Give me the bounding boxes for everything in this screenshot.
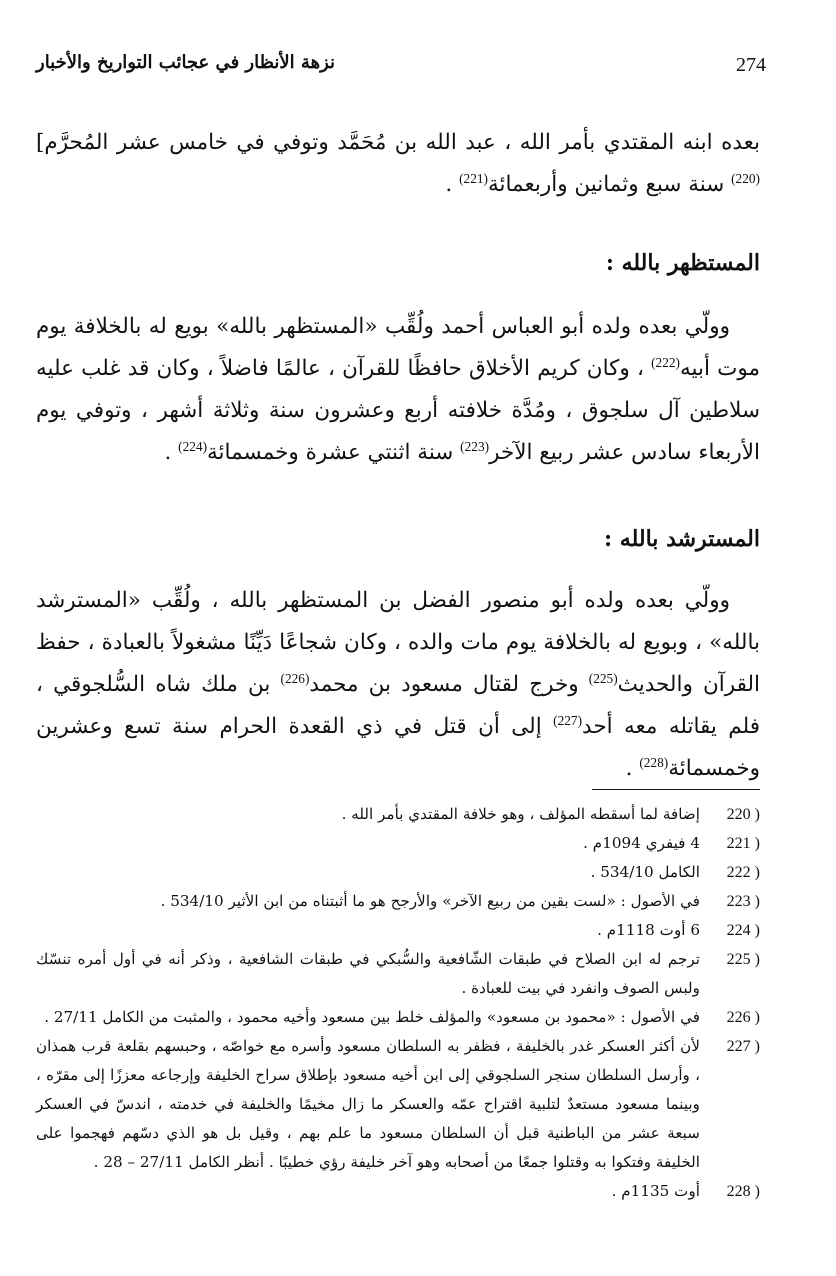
footnote-item [36,945,760,1003]
page-number: 274 [736,54,766,76]
footnote-ref: (224) [178,438,208,454]
footnote-item [36,916,760,945]
footnote-number: 225 ) [726,951,760,968]
opening-paragraph [36,122,760,206]
footnote-text: 4 فيفري 1094م . [583,834,700,852]
footnote-ref: (220) [731,170,760,186]
footnote-item [36,800,760,829]
footnote-text: 6 أوت 1118م . [597,921,700,939]
paragraph-text: إلى أن قتل في ذي القعدة الحرام سنة تسع وعشرين وخمسمائة [36,714,760,781]
running-title: نزهة الأنظار في عجائب التواريخ والأخبار [36,52,336,73]
footnote-text: في الأصول : «محمود بن مسعود» والمؤلف خلط بين مسعود وأخيه محمود ، والمثبت من الكامل 27/11 . [44,1008,700,1026]
section-heading-mustazhir [36,250,760,276]
footnote-number: 226 ) [726,1009,760,1026]
page-header [36,52,766,86]
footnote-divider [592,789,760,790]
footnote-item [36,1003,760,1032]
footnote-ref: (226) [280,670,310,686]
footnote-ref: (221) [459,170,488,186]
footnote-item [36,858,760,887]
section-heading: المستظهر بالله : [605,250,760,276]
footnote-ref: (228) [639,754,669,770]
paragraph-text: وخرج لقتال مسعود بن محمد [309,672,589,697]
footnote-text: ترجم له ابن الصلاح في طبقات الشّافعية والسُّبكي في طبقات الشافعية ، وذكر أنه في أول أمره تنسّك ولبس الصوف وانفرد في بيت للعبادة . [36,950,700,997]
paragraph-text: بعده ابنه المقتدي بأمر الله ، عبد الله بن مُحَمَّد وتوفي في خامس عشر المُحرَّم] [36,130,760,155]
footnote-text: الكامل 534/10 . [590,863,700,881]
footnote-item [36,887,760,916]
footnote-number: 227 ) [726,1038,760,1055]
paragraph-text: بن ملك شاه السُّلجوقي ، فلم يقاتله معه أحد [36,672,761,739]
footnote-text: أوت 1135م . [611,1182,700,1200]
paragraph-text: سنة اثنتي عشرة وخمسمائة [207,440,461,465]
paragraph-text: . [625,756,640,781]
footnote-number: 220 ) [726,806,760,823]
paragraph-text: ، وكان كريم الأخلاق حافظًا للقرآن ، عالمًا فاضلاً ، وكان قد غلب عليه سلاطين آل سلجوق ، ومُدَّة خلافته أربع وعشرون سنة وثلاثة أشهر ، وتوفي يوم الأربعاء سادس عشر ربيع الآخر [36,356,760,465]
footnote-number: 228 ) [726,1183,760,1200]
footnotes [36,800,760,1206]
section-heading: المسترشد بالله : [604,526,760,552]
footnote-ref: (227) [553,712,583,728]
section-paragraph-mustazhir [36,306,760,474]
footnote-item [36,1032,760,1177]
footnote-ref: (223) [460,438,490,454]
footnote-text: لأن أكثر العسكر غدر بالخليفة ، فظفر به السلطان مسعود وأسره مع خواصّه ، وحبسهم بقلعة قرب همذان ، وأرسل السلطان سنجر السلجوقي إلى ابن أخيه مسعود بإطلاق سراح الخليفة وإرجاعه معززًا إلى مقرّه ، وبينما مسعود مستعدٌ لتلبية اقتراح عمّه والعسكر ما زال مخيمًا والخليفة في خدمته ، اندسّ في العسكر سبعة عشر من الباطنية قبل أن السلطان مسعود ما علم بهم ، وقيل بل هو الذي دسّهم فهجموا على الخليفة وفتكوا به وقتلوا جمعًا من أصحابه وهو آخر خليفة رؤي خطيبًا . أنظر الكامل 27/11 – 28 . [36,1037,700,1171]
paragraph-text: وولّي بعده ولده أبو منصور الفضل بن المستظهر بالله ، ولُقِّب «المسترشد بالله» ، وبويع له بالخلافة يوم مات والده ، وكان شجاعًا دَيِّنًا مشغولاً بالعبادة ، حفظ القرآن والحديث [36,588,760,697]
footnote-number: 222 ) [726,864,760,881]
footnote-text: في الأصول : «لست بقين من ربيع الآخر» والأرجح هو ما أثبتناه من ابن الأثير 534/10 . [160,892,700,910]
paragraph-text: . [445,172,460,197]
paragraph-text: وولّي بعده ولده أبو العباس أحمد ولُقِّب «المستظهر بالله» بويع له بالخلافة يوم موت أبيه [36,314,761,381]
footnote-ref: (225) [588,670,618,686]
footnote-text: إضافة لما أسقطه المؤلف ، وهو خلافة المقتدي بأمر الله . [341,805,700,823]
paragraph-text: . [164,440,179,465]
footnote-number: 223 ) [726,893,760,910]
footnote-number: 221 ) [726,835,760,852]
section-heading-mustarshid [36,526,760,552]
paragraph-text: سنة سبع وثمانين وأربعمائة [488,172,732,197]
footnote-ref: (222) [651,354,680,370]
footnote-item [36,829,760,858]
section-paragraph-mustarshid [36,580,760,790]
footnote-number: 224 ) [726,922,760,939]
footnote-item [36,1177,760,1206]
